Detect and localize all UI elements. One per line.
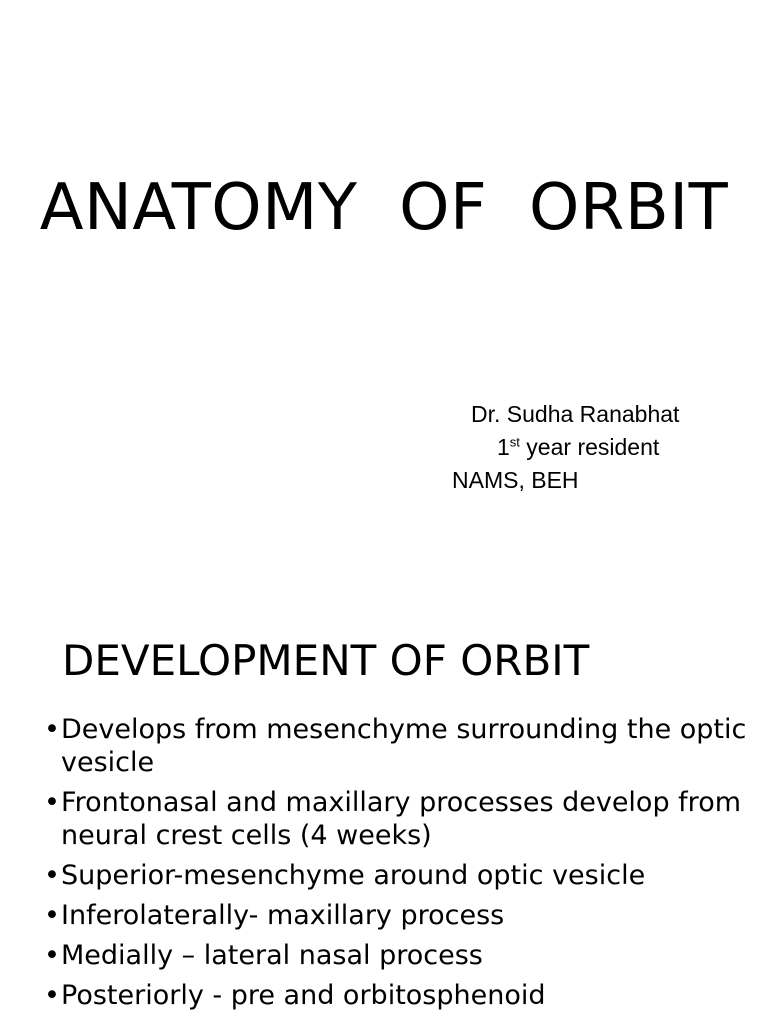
bullet-text: Frontonasal and maxillary processes develop from neural crest cells (4 weeks)	[61, 787, 742, 851]
bullet-dot-icon: •	[44, 860, 60, 891]
bullet-text: Medially – lateral nasal process	[61, 940, 483, 971]
slide-development	[0, 576, 768, 1024]
presentation-title: ANATOMY OF ORBIT	[39, 171, 729, 245]
bullet-item	[44, 939, 754, 972]
author-name: Dr. Sudha Ranabhat	[471, 401, 680, 427]
author-role-ordinal: st	[509, 434, 520, 450]
bullet-item	[44, 899, 754, 932]
bullet-dot-icon: •	[44, 787, 60, 818]
author-role	[497, 431, 659, 464]
slide-heading: DEVELOPMENT OF ORBIT	[62, 636, 590, 685]
bullet-list	[44, 713, 754, 1019]
bullet-text: Posteriorly - pre and orbitosphenoid	[61, 980, 546, 1011]
author-institution: NAMS, BEH	[452, 467, 579, 493]
bullet-item	[44, 979, 754, 1012]
bullet-item	[44, 859, 754, 892]
bullet-text: Inferolaterally- maxillary process	[61, 900, 505, 931]
bullet-dot-icon: •	[44, 940, 60, 971]
bullet-dot-icon: •	[44, 714, 60, 745]
bullet-item	[44, 786, 754, 852]
bullet-dot-icon: •	[44, 900, 60, 931]
bullet-dot-icon: •	[44, 980, 60, 1011]
bullet-text: Superior-mesenchyme around optic vesicle	[61, 860, 646, 891]
bullet-item	[44, 713, 754, 779]
bullet-text: Develops from mesenchyme surrounding the optic vesicle	[61, 714, 747, 778]
author-role-text: year resident	[519, 434, 660, 460]
author-role-number: 1	[497, 434, 510, 460]
